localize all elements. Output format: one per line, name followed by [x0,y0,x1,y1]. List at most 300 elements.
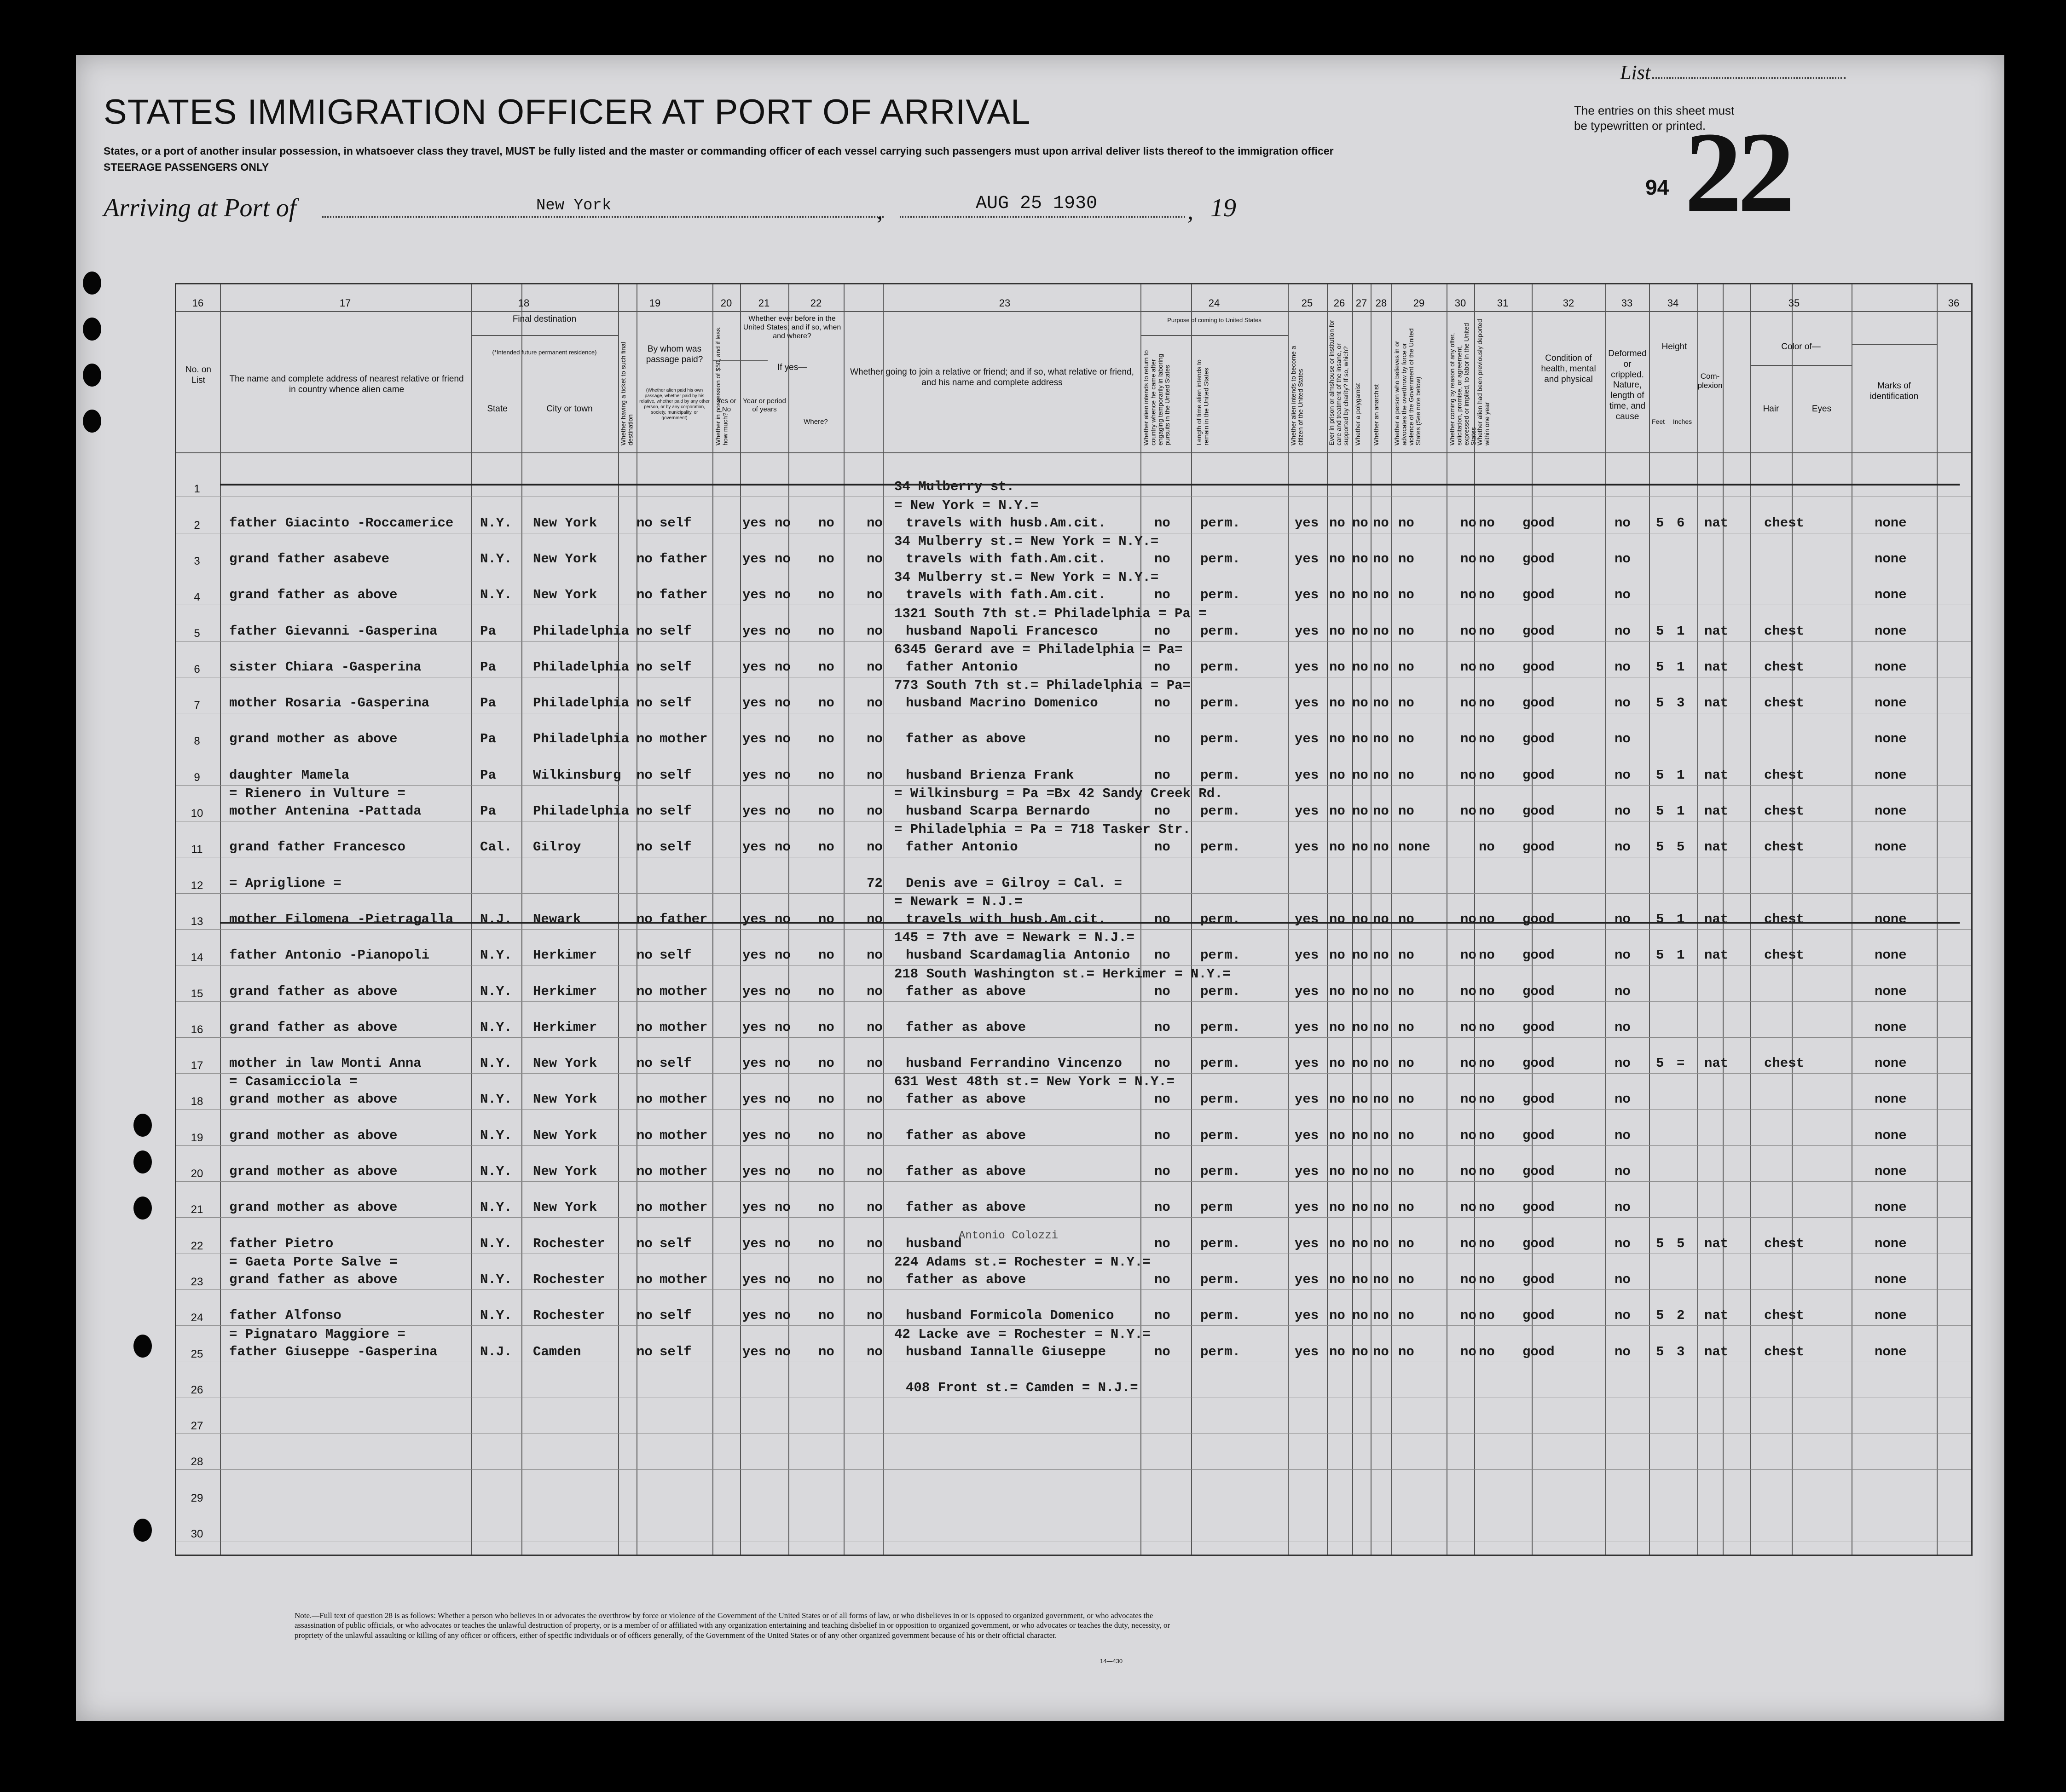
cell-length: perm. [1200,1344,1241,1359]
cell-overthrow: no [1398,948,1414,963]
cell-deported: no [1479,911,1495,927]
cell-fifty: yes [742,731,767,747]
cell-polyg: no [1352,659,1368,675]
cell-city: Philadelphia [533,731,629,747]
cell-join: husband Iannalle Giuseppe [906,1344,1106,1359]
cell-state: N.Y. [480,587,512,603]
cell-join: father as above [906,1200,1026,1215]
cell-name: grand father as above [229,587,398,603]
cell-join: husband Brienza Frank [906,767,1074,783]
cell-name: mother in law Monti Anna [229,1056,422,1071]
cell-deformed: no [1615,1127,1631,1143]
column-number: 31 [1497,297,1509,309]
cell-marks: none [1875,623,1907,639]
column-number: 24 [1208,297,1220,309]
cell-deformed: no [1615,839,1631,855]
cell-state: N.Y. [480,1308,512,1324]
cell-ft: 5 [1656,767,1664,783]
binder-hole [133,1150,152,1173]
cell-before: no [775,587,791,603]
cell-deformed: no [1615,911,1631,927]
cell-where: no [867,1344,883,1359]
cell-deformed: no [1615,1164,1631,1179]
cell-name: father Gievanni -Gasperina [229,623,438,639]
cell-health: good [1522,767,1555,783]
cell-health: good [1522,983,1555,999]
cell-fifty: yes [742,948,767,963]
cell-name-town: = Gaeta Porte Salve = [229,1254,398,1270]
cell-offer: no [1460,695,1476,711]
cell-compl: nat [1704,1344,1729,1359]
cell-ticket: no [637,1056,653,1071]
cell-offer: no [1460,1056,1476,1071]
cell-ft: 5 [1656,911,1664,927]
cell-purpose: no [1154,659,1170,675]
row-number: 17 [191,1059,203,1072]
cell-paid: self [660,948,692,963]
cell-compl: nat [1704,1236,1729,1251]
row-number: 30 [191,1528,203,1540]
cell-deformed: no [1615,587,1631,603]
cell-city: Philadelphia [533,695,629,711]
col-inches: Inches [1672,418,1692,425]
cell-deformed: no [1615,1056,1631,1071]
cell-paid: self [660,804,692,819]
cell-polyg: no [1352,1092,1368,1107]
col-deported: Whether alien had been previously deported within one year [1476,319,1491,445]
cell-join-address: = Wilkinsburg = Pa =Bx 42 Sandy Creek Rd. [894,786,1223,801]
column-number: 20 [720,297,732,309]
binder-hole [83,410,101,433]
cell-join: travels with fath.Am.cit. [906,587,1106,603]
column-rule [1750,284,1751,1555]
cell-prison: no [1329,1200,1345,1215]
cell-deported: no [1479,1056,1495,1071]
cell-where: no [867,1019,883,1035]
cell-before: no [775,1164,791,1179]
cell-compl: nat [1704,839,1729,855]
cell-year: no [818,623,834,639]
column-rule [844,284,845,1555]
col-eyes: Eyes [1811,404,1832,414]
column-rule [1288,284,1289,1555]
cell-offer: no [1460,1344,1476,1359]
cell-prison: no [1329,1092,1345,1107]
cell-marks: none [1875,1056,1907,1071]
cell-prison: no [1329,1164,1345,1179]
cell-purpose: no [1154,1272,1170,1287]
row-number: 6 [194,663,200,676]
cell-where: no [867,804,883,819]
cell-purpose: no [1154,1308,1170,1324]
row-number: 3 [194,555,200,567]
cell-anarch: no [1373,1200,1389,1215]
col-length-of-stay: Length of time alien intends to remain in the United States [1195,359,1210,445]
cell-length: perm. [1200,1127,1241,1143]
cell-ticket: no [637,1092,653,1107]
manifest-table [175,283,1973,1556]
cell-overthrow: no [1398,659,1414,675]
row-number: 18 [191,1095,203,1108]
cell-name: daughter Mamela [229,767,350,783]
cell-year: no [818,1344,834,1359]
subheader-rule [1852,344,1937,345]
cell-overthrow: no [1398,1308,1414,1324]
cell-citizen: yes [1295,1200,1319,1215]
cell-deported: no [1479,1236,1495,1251]
cell-prison: no [1329,911,1345,927]
cell-prison: no [1329,1308,1345,1324]
cell-offer: no [1460,948,1476,963]
cell-year: no [818,948,834,963]
cell-ticket: no [637,587,653,603]
row-rule [176,785,1971,786]
cell-offer: no [1460,1164,1476,1179]
cell-length: perm. [1200,1056,1241,1071]
cell-name: sister Chiara -Gasperina [229,659,422,675]
cell-city: Rochester [533,1236,605,1251]
cell-health: good [1522,948,1555,963]
cell-before: no [775,1236,791,1251]
comma: , [877,198,883,225]
cell-where: no [867,551,883,567]
cell-join-address: 773 South 7th st.= Philadelphia = Pa= [894,678,1191,694]
cell-in: 2 [1677,1308,1685,1324]
cell-marks: none [1875,1127,1907,1143]
cell-overthrow: none [1398,839,1430,855]
cell-before: no [775,804,791,819]
cell-join: father as above [906,1127,1026,1143]
cell-overthrow: no [1398,1092,1414,1107]
cell-purpose: no [1154,804,1170,819]
cell-compl: nat [1704,515,1729,531]
cell-name: grand mother as above [229,1200,398,1215]
cell-hair: chest [1764,911,1805,927]
row-number: 10 [191,807,203,820]
column-number: 19 [649,297,661,309]
col-citizen-intent: Whether alien intends to become a citizen of the United States [1290,346,1304,445]
cell-state: N.Y. [480,515,512,531]
cell-year: no [818,1200,834,1215]
cell-citizen: yes [1295,839,1319,855]
cell-deported: no [1479,731,1495,747]
column-number: 34 [1667,297,1679,309]
cell-year: no [818,1236,834,1251]
col-height: Height [1661,342,1687,352]
cell-paid: mother [660,1092,708,1107]
column-number: 26 [1333,297,1345,309]
cell-citizen: yes [1295,804,1319,819]
col-year: Year or period of years [743,397,786,413]
cell-compl: nat [1704,695,1729,711]
header-rule [176,311,1971,312]
cell-hair: chest [1764,948,1805,963]
cell-year: no [818,839,834,855]
cell-state: N.Y. [480,983,512,999]
cell-fifty: yes [742,804,767,819]
cell-in: 1 [1677,767,1685,783]
cell-length: perm. [1200,839,1241,855]
cell-deformed: no [1615,767,1631,783]
cell-prison: no [1329,1056,1345,1071]
cell-polyg: no [1352,551,1368,567]
cell-fifty: yes [742,1092,767,1107]
cell-overthrow: no [1398,587,1414,603]
cell-polyg: no [1352,911,1368,927]
cell-offer: no [1460,623,1476,639]
strikethrough [220,484,1960,486]
cell-prison: no [1329,695,1345,711]
cell-citizen: yes [1295,1272,1319,1287]
cell-ticket: no [637,767,653,783]
cell-name-town: = Casamicciola = [229,1074,358,1090]
cell-polyg: no [1352,587,1368,603]
cell-join: father Antonio [906,659,1018,675]
cell-prison: no [1329,1236,1345,1251]
cell-where: no [867,515,883,531]
cell-before: no [775,1019,791,1035]
cell-ticket: no [637,1272,653,1287]
cell-overthrow: no [1398,1272,1414,1287]
cell-name: grand father as above [229,1019,398,1035]
cell-state: N.Y. [480,1272,512,1287]
cell-marks: none [1875,1344,1907,1359]
cell-health: good [1522,1272,1555,1287]
cell-anarch: no [1373,551,1389,567]
cell-name: grand father asabeve [229,551,390,567]
cell-ft: 5 [1656,948,1664,963]
cell-join: travels with husb.Am.cit. [906,515,1106,531]
cell-deported: no [1479,948,1495,963]
cell-length: perm. [1200,695,1241,711]
cell-paid: mother [660,1200,708,1215]
cell-in: 5 [1677,1236,1685,1251]
column-number: 33 [1621,297,1633,309]
cell-city: New York [533,1056,597,1071]
cell-ft: 5 [1656,804,1664,819]
column-number: 30 [1454,297,1466,309]
col-hair: Hair [1763,404,1779,414]
cell-year: no [818,551,834,567]
cell-paid: mother [660,1127,708,1143]
cell-marks: none [1875,948,1907,963]
cell-citizen: yes [1295,731,1319,747]
cell-polyg: no [1352,1056,1368,1071]
column-rule [1697,284,1698,1555]
cell-year: no [818,911,834,927]
cell-state: N.Y. [480,948,512,963]
cell-before: no [775,695,791,711]
cell-overthrow: no [1398,623,1414,639]
cell-year: no [818,767,834,783]
cell-city: Newark [533,911,581,927]
cell-overthrow: no [1398,911,1414,927]
cell-city: Gilroy [533,839,581,855]
cell-polyg: no [1352,839,1368,855]
cell-polyg: no [1352,983,1368,999]
cell-deported: no [1479,659,1495,675]
cell-fifty: yes [742,1200,767,1215]
cell-deformed: no [1615,695,1631,711]
cell-before: no [775,1200,791,1215]
column-number: 22 [810,297,822,309]
binder-hole [83,318,101,341]
subtitle-steerage: STEERAGE PASSENGERS ONLY [104,161,269,173]
cell-hair: chest [1764,1236,1805,1251]
cell-length: perm. [1200,731,1241,747]
cell-join-address: 34 Mulberry st.= New York = N.Y.= [894,533,1159,549]
cell-hair: chest [1764,515,1805,531]
cell-anarch: no [1373,1056,1389,1071]
row-number: 1 [194,483,200,496]
col-nearest-relative: The name and complete address of nearest relative or friend in country whence alien came [229,374,464,394]
cell-health: good [1522,623,1555,639]
cell-length: perm. [1200,1164,1241,1179]
cell-ticket: no [637,515,653,531]
cell-deformed: no [1615,1344,1631,1359]
cell-before: no [775,1308,791,1324]
cell-deformed: no [1615,1092,1631,1107]
col-color: Color of— [1781,342,1821,352]
cell-city: New York [533,1127,597,1143]
cell-year: no [818,695,834,711]
cell-join: husband [906,1236,962,1251]
col-yes-no: Yes or No [717,397,736,413]
cell-join: husband Ferrandino Vincenzo [906,1056,1122,1071]
cell-city: Herkimer [533,1019,597,1035]
row-number: 11 [191,843,203,856]
cell-deported: no [1479,695,1495,711]
cell-marks: none [1875,515,1907,531]
cell-ticket: no [637,1164,653,1179]
cell-length: perm. [1200,983,1241,999]
cell-before: no [775,1344,791,1359]
cell-length: perm. [1200,551,1241,567]
row-number: 24 [191,1312,203,1324]
cell-overthrow: no [1398,731,1414,747]
binder-hole [133,1519,152,1542]
cell-join: husband Formicola Domenico [906,1308,1114,1324]
row-number: 13 [191,915,203,928]
cell-deported: no [1479,1127,1495,1143]
cell-citizen: yes [1295,911,1319,927]
cell-state: Pa [480,695,496,711]
cell-marks: none [1875,1164,1907,1179]
cell-name: mother Filomena -Pietragalla [229,911,454,927]
cell-state: N.Y. [480,1056,512,1071]
cell-where: no [867,839,883,855]
row-number: 5 [194,627,200,640]
col-passage-paid-note: (Whether alien paid his own passage, whether paid by his relative, whether paid by any other person, or by any corporation, society, municipality, or government) [639,388,710,421]
cell-city: Herkimer [533,983,597,999]
cell-fifty: yes [742,1236,767,1251]
row-rule [176,1001,1971,1002]
cell-health: good [1522,551,1555,567]
cell-length: perm. [1200,623,1241,639]
cell-deformed: no [1615,659,1631,675]
cell-deformed: no [1615,515,1631,531]
cell-join: husband Scarpa Bernardo [906,804,1090,819]
cell-purpose: no [1154,623,1170,639]
col-if-yes: If yes— [777,363,807,372]
cell-join-address: 631 West 48th st.= New York = N.Y.= [894,1074,1175,1090]
cell-in: 1 [1677,804,1685,819]
cell-health: good [1522,1200,1555,1215]
cell-offer: no [1460,911,1476,927]
cell-join: husband Macrino Domenico [906,695,1098,711]
cell-ticket: no [637,1308,653,1324]
cell-deformed: no [1615,1200,1631,1215]
cell-city: New York [533,587,597,603]
cell-prison: no [1329,659,1345,675]
row-number: 28 [191,1456,203,1468]
cell-purpose: no [1154,1164,1170,1179]
cell-health: good [1522,1127,1555,1143]
cell-marks: none [1875,731,1907,747]
cell-polyg: no [1352,1164,1368,1179]
column-number: 28 [1375,297,1387,309]
cell-overthrow: no [1398,1200,1414,1215]
cell-hair: chest [1764,623,1805,639]
row-rule [176,1289,1971,1290]
row-rule [176,641,1971,642]
cell-before: no [775,1056,791,1071]
column-rule [1391,284,1392,1555]
cell-join: husband Napoli Francesco [906,623,1098,639]
cell-length: perm [1200,1200,1233,1215]
cell-year: no [818,1056,834,1071]
cell-polyg: no [1352,1127,1368,1143]
binder-hole [133,1114,152,1137]
col-labor-offer: Whether coming by reason of any offer, solicitation, promise, or agreement, expressed or implied, to labor in the United States [1448,323,1477,445]
col-before-in-us: Whether ever before in the United States; and if so, when and where? [743,315,841,341]
cell-anarch: no [1373,1344,1389,1359]
cell-anarch: no [1373,1019,1389,1035]
cell-join-address: 145 = 7th ave = Newark = N.J.= [894,930,1135,946]
cell-before: no [775,1092,791,1107]
cell-deported: no [1479,1092,1495,1107]
cell-join-address: 1321 South 7th st.= Philadelphia = Pa = [894,606,1207,621]
binder-hole [83,364,101,387]
cell-deported: no [1479,587,1495,603]
cell-deported: no [1479,804,1495,819]
cell-offer: no [1460,804,1476,819]
cell-overthrow: no [1398,1236,1414,1251]
row-number: 16 [191,1023,203,1036]
cell-overthrow: no [1398,515,1414,531]
cell-year: no [818,1272,834,1287]
cell-ticket: no [637,695,653,711]
cell-paid: self [660,659,692,675]
cell-length: perm. [1200,1092,1241,1107]
cell-length: perm. [1200,1019,1241,1035]
cell-anarch: no [1373,1164,1389,1179]
cell-compl: nat [1704,1056,1729,1071]
column-number: 17 [339,297,351,309]
cell-anarch: no [1373,731,1389,747]
cell-name: father Giuseppe -Gasperina [229,1344,438,1359]
cell-polyg: no [1352,731,1368,747]
col-ticket: Whether having a ticket to such final destination [619,342,634,445]
cell-anarch: no [1373,804,1389,819]
row-number: 25 [191,1347,203,1360]
cell-overthrow: no [1398,983,1414,999]
col-state: State [487,404,508,414]
cell-fifty: yes [742,659,767,675]
row-number: 21 [191,1203,203,1216]
cell-deformed: no [1615,1236,1631,1251]
cell-health: good [1522,515,1555,531]
